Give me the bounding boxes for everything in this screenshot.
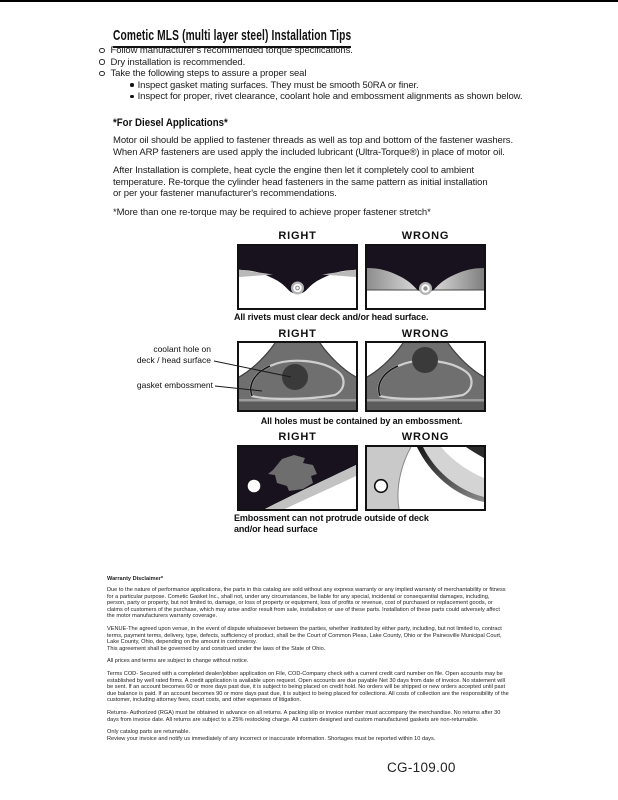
sub-list-item-text: Inspect for proper, rivet clearance, coolant hole and embossment alignments as shown below. [137, 91, 523, 102]
row2-right-header: RIGHT [278, 328, 317, 340]
open-circle-bullet-icon [99, 59, 105, 65]
warranty-disclaimer-section [107, 576, 509, 748]
disclaimer-paragraph: Review your invoice and notify us immediately of any incorrect or inaccurate information. Shortages must be reported within 10 days. [107, 735, 436, 742]
disclaimer-paragraph: All prices and terms are subject to change without notice. [107, 658, 249, 665]
paragraph-line: or per your fastener manufacturer's recommendations. [113, 188, 337, 199]
row3-wrong-header: WRONG [401, 431, 450, 443]
open-circle-bullet-icon [99, 48, 105, 54]
list-item [99, 57, 522, 69]
disclaimer-paragraph: VENUE-The agreed upon venue, in the event of dispute whatsoever between the parties, whether instituted by either party, including, but not limited to, contract terms, payment terms, delivery, type, defects, sufficiency of product, shall be the Court of Common Pleas, Lake County, Ohio or the Painesville Municipal Court, Lake County, Ohio, depending on the amount in controversy. [107, 625, 502, 646]
paragraph-line: temperature. Re-torque the cylinder head fasteners in the same pattern as initial installation [113, 176, 488, 188]
top-rule [0, 0, 618, 2]
row1-wrong-header: WRONG [401, 230, 450, 242]
list-item-text: Dry installation is recommended. [110, 56, 246, 68]
retorque-note: *More than one re-torque may be required to achieve proper fastener stretch* [113, 207, 431, 218]
disclaimer-paragraph: Only catalog parts are returnable. [107, 729, 191, 736]
coolant-hole [412, 347, 438, 373]
protrusion-right-diagram [237, 445, 358, 511]
list-item-text: Follow manufacturer's recommended torque specifications. [110, 45, 353, 56]
gasket-embossment-label: gasket embossment [136, 380, 213, 390]
row2-caption: All holes must be contained by an embossment. [260, 416, 463, 426]
page-title: Cometic MLS (multi layer steel) Installation Tips [113, 27, 351, 48]
bolt-hole [375, 480, 388, 493]
filled-bullet-icon [130, 83, 134, 87]
coolant-hole [282, 364, 308, 390]
sub-list-item-text: Inspect gasket mating surfaces. They must be smooth 50RA or finer. [137, 79, 419, 91]
paragraph-line: When ARP fasteners are used apply the included lubricant (Ultra-Torque®) in place of motor oil. [113, 146, 505, 158]
protrusion-right-panel [237, 445, 358, 511]
sub-list-item [130, 91, 522, 103]
diesel-paragraph-2 [113, 165, 593, 200]
row2-wrong-header: WRONG [401, 328, 450, 340]
rivet-right-diagram [237, 244, 358, 310]
diesel-heading: *For Diesel Applications* [113, 117, 228, 129]
disclaimer-paragraph: Terms COD- Secured with a completed dealer/jobber application on File, COD-Company check with a current credit card number on file. Open accounts may be established by well rated firms. A credit application is available upon request. Open accounts are due payable Net 30 days from date of invoice. No statement will be sent. If an account becomes 60 or more days past due, it is subject to being placed on credit hold. No orders will be shipped or new orders accepted until past due balance is paid. If an account becomes 90 or more days past due, it is subject to being placed for collections. All costs of collection are the responsibility of the customer, including attorney fees, court costs, and other expenses of litigation. [107, 670, 509, 704]
filled-bullet-icon [130, 95, 134, 99]
protrusion-wrong-panel [365, 445, 486, 511]
list-item [99, 68, 522, 80]
embossment-right-panel [237, 341, 358, 412]
bolt-hole [248, 480, 261, 493]
list-item-text: Take the following steps to assure a proper seal [110, 68, 307, 79]
paragraph-line: After Installation is complete, heat cycle the engine then let it completely cool to ambient [113, 165, 474, 176]
rivet-wrong-panel [365, 244, 486, 310]
embossment-wrong-diagram [365, 341, 486, 412]
diesel-paragraph-1 [113, 135, 593, 158]
disclaimer-paragraph: Returns- Authorized (RGA) must be obtained in advance on all returns. A packing slip or invoice number must accompany the merchandise. No returns after 30 days from invoice date. All returns are subject to a 25% restocking charge. All custom designed and custom manufactured gaskets are non-returnable. [107, 709, 501, 723]
embossment-right-diagram [237, 341, 358, 412]
rivet [291, 282, 304, 295]
installation-tips-list [99, 45, 522, 103]
diesel-applications-section [113, 117, 593, 219]
sub-list-item [130, 80, 522, 92]
disclaimer-paragraph: Due to the nature of performance applications, the parts in this catalog are sold without any express warranty or any implied warranty of merchantability or fitness for a particular purpose. Cometic Gasket Inc., shall not, under any circumstances, be liable for any special, incidental or consequential damages, including, person, party or property, but not limited to, damage, or loss of property or equipment, loss of profits or revenue, cost of purchased or replacement goods, or claims of customers of the purchase, which may arise and/or result from sale, installation or use of these parts. Installation of these parts could adversely affect the motor manufacturers warranty coverage. [107, 587, 506, 620]
open-circle-bullet-icon [99, 71, 105, 77]
rivet [419, 282, 432, 295]
diagram-section [0, 228, 618, 562]
list-item [99, 45, 522, 57]
warranty-disclaimer-heading: Warranty Disclaimer* [107, 576, 164, 582]
disclaimer-paragraph: This agreement shall be governed by and construed under the laws of the State of Ohio. [107, 645, 326, 652]
row1-caption: All rivets must clear deck and/or head surface. [234, 312, 429, 322]
protrusion-wrong-diagram [365, 445, 486, 511]
page-code: CG-109.00 [387, 760, 456, 775]
paragraph-line: Motor oil should be applied to fastener threads as well as top and bottom of the fastener washers. [113, 135, 513, 146]
embossment-wrong-panel [365, 341, 486, 412]
row3-caption: Embossment can not protrude outside of deck and/or head surface [234, 513, 429, 534]
row3-right-header: RIGHT [278, 431, 317, 443]
row1-right-header: RIGHT [278, 230, 317, 242]
coolant-hole-label: coolant hole on deck / head surface [136, 344, 211, 365]
rivet-wrong-diagram [365, 244, 486, 310]
rivet-right-panel [237, 244, 358, 310]
